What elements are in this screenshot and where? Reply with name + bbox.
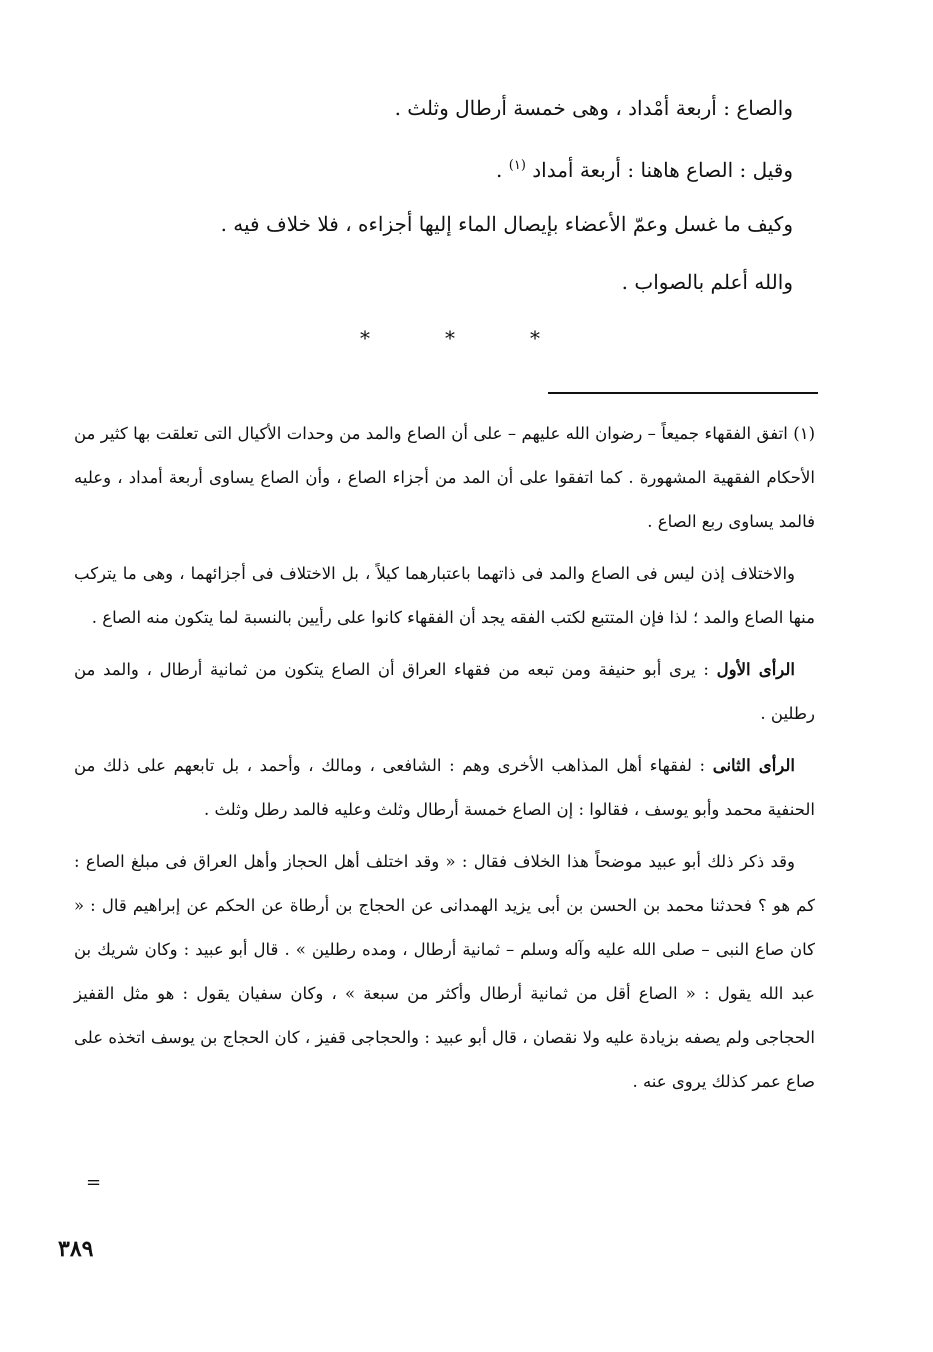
section-separator (360, 326, 540, 350)
main-line-4: والله أعلم بالصواب . (621, 270, 793, 294)
main-line-2 (120, 144, 793, 202)
main-text-block (120, 86, 793, 318)
separator-star: * (445, 326, 455, 350)
main-line-1: والصاع : أربعة أمْداد ، وهى خمسة أرطال وثلث . (394, 96, 793, 120)
footnote-paragraph-2: والاختلاف إذن ليس فى الصاع والمد فى ذاتهما باعتبارهما كيلاً ، بل الاختلاف فى أجزائهما ، وهى ما يتركب منها الصاع والمد ؛ لذا فإن المتتبع لكتب الفقه يجد أن الفقهاء كانوا على رأيين بالنسبة لما يتكون منه الصاع . (74, 564, 815, 627)
second-opinion-text: : لفقهاء أهل المذاهب الأخرى وهم : الشافعى ، ومالك ، وأحمد ، بل تابعهم على ذلك من الحنفية محمد وأبو يوسف ، فقالوا : إن الصاع خمسة أرطال وثلث وعليه فالمد رطل وثلث . (74, 756, 815, 819)
footnote-paragraph-5: وقد ذكر ذلك أبو عبيد موضحاً هذا الخلاف فقال : « وقد اختلف أهل الحجاز وأهل العراق فى مبلغ الصاع : كم هو ؟ فحدثنا محمد بن الحسن بن أبى يزيد الهمدانى عن الحجاج بن أرطاة عن الحكم عن إبراهيم قال : « كان صاع النبى – صلى الله عليه وآله وسلم – ثمانية أرطال ، ومده رطلين » . قال أبو عبيد : وكان شريك بن عبد الله يقول : « الصاع أقل من ثمانية أرطال وأكثر من سبعة » ، وكان سفيان يقول : هو مثل القفيز الحجاجى ولم يصفه بزيادة عليه ولا نقصان ، قال أبو عبيد : والحجاجى قفيز ، كان الحجاج بن يوسف اتخذه على صاع عمر كذلك يروى عنه . (74, 852, 815, 1091)
footnote-paragraph-1: (١) اتفق الفقهاء جميعاً – رضوان الله عليهم – على أن الصاع والمد من وحدات الأكيال التى تعلقت بها كثير من الأحكام الفقهية المشهورة . كما اتفقوا على أن المد من أجزاء الصاع ، وأن الصاع يساوى أربعة أمداد ، وعليه فالمد يساوى ربع الصاع . (74, 424, 815, 531)
first-opinion-text: : يرى أبو حنيفة ومن تبعه من فقهاء العراق أن الصاع يتكون من ثمانية أرطال ، والمد من رطلين . (74, 660, 815, 723)
separator-star: * (360, 326, 370, 350)
footnote-block (74, 412, 815, 1112)
second-opinion-label: الرأى الثانى (712, 756, 796, 775)
separator-star: * (530, 326, 540, 350)
page-number: ٣٨٩ (58, 1236, 94, 1262)
continuation-mark: = (86, 1172, 102, 1193)
main-line-2-text: وقيل : الصاع هاهنا : أربعة أمداد (532, 158, 793, 182)
footnote-paragraph-4 (74, 744, 815, 832)
footnote-paragraph-3 (74, 648, 815, 736)
main-line-3: وكيف ما غسل وعمّ الأعضاء بإيصال الماء إليها أجزاءه ، فلا خلاف فيه . (220, 212, 793, 236)
first-opinion-label: الرأى الأول (716, 660, 795, 679)
footnote-divider (548, 392, 818, 394)
footnote-reference[interactable]: (١) (508, 158, 526, 173)
main-line-2-tail: . (496, 158, 509, 182)
